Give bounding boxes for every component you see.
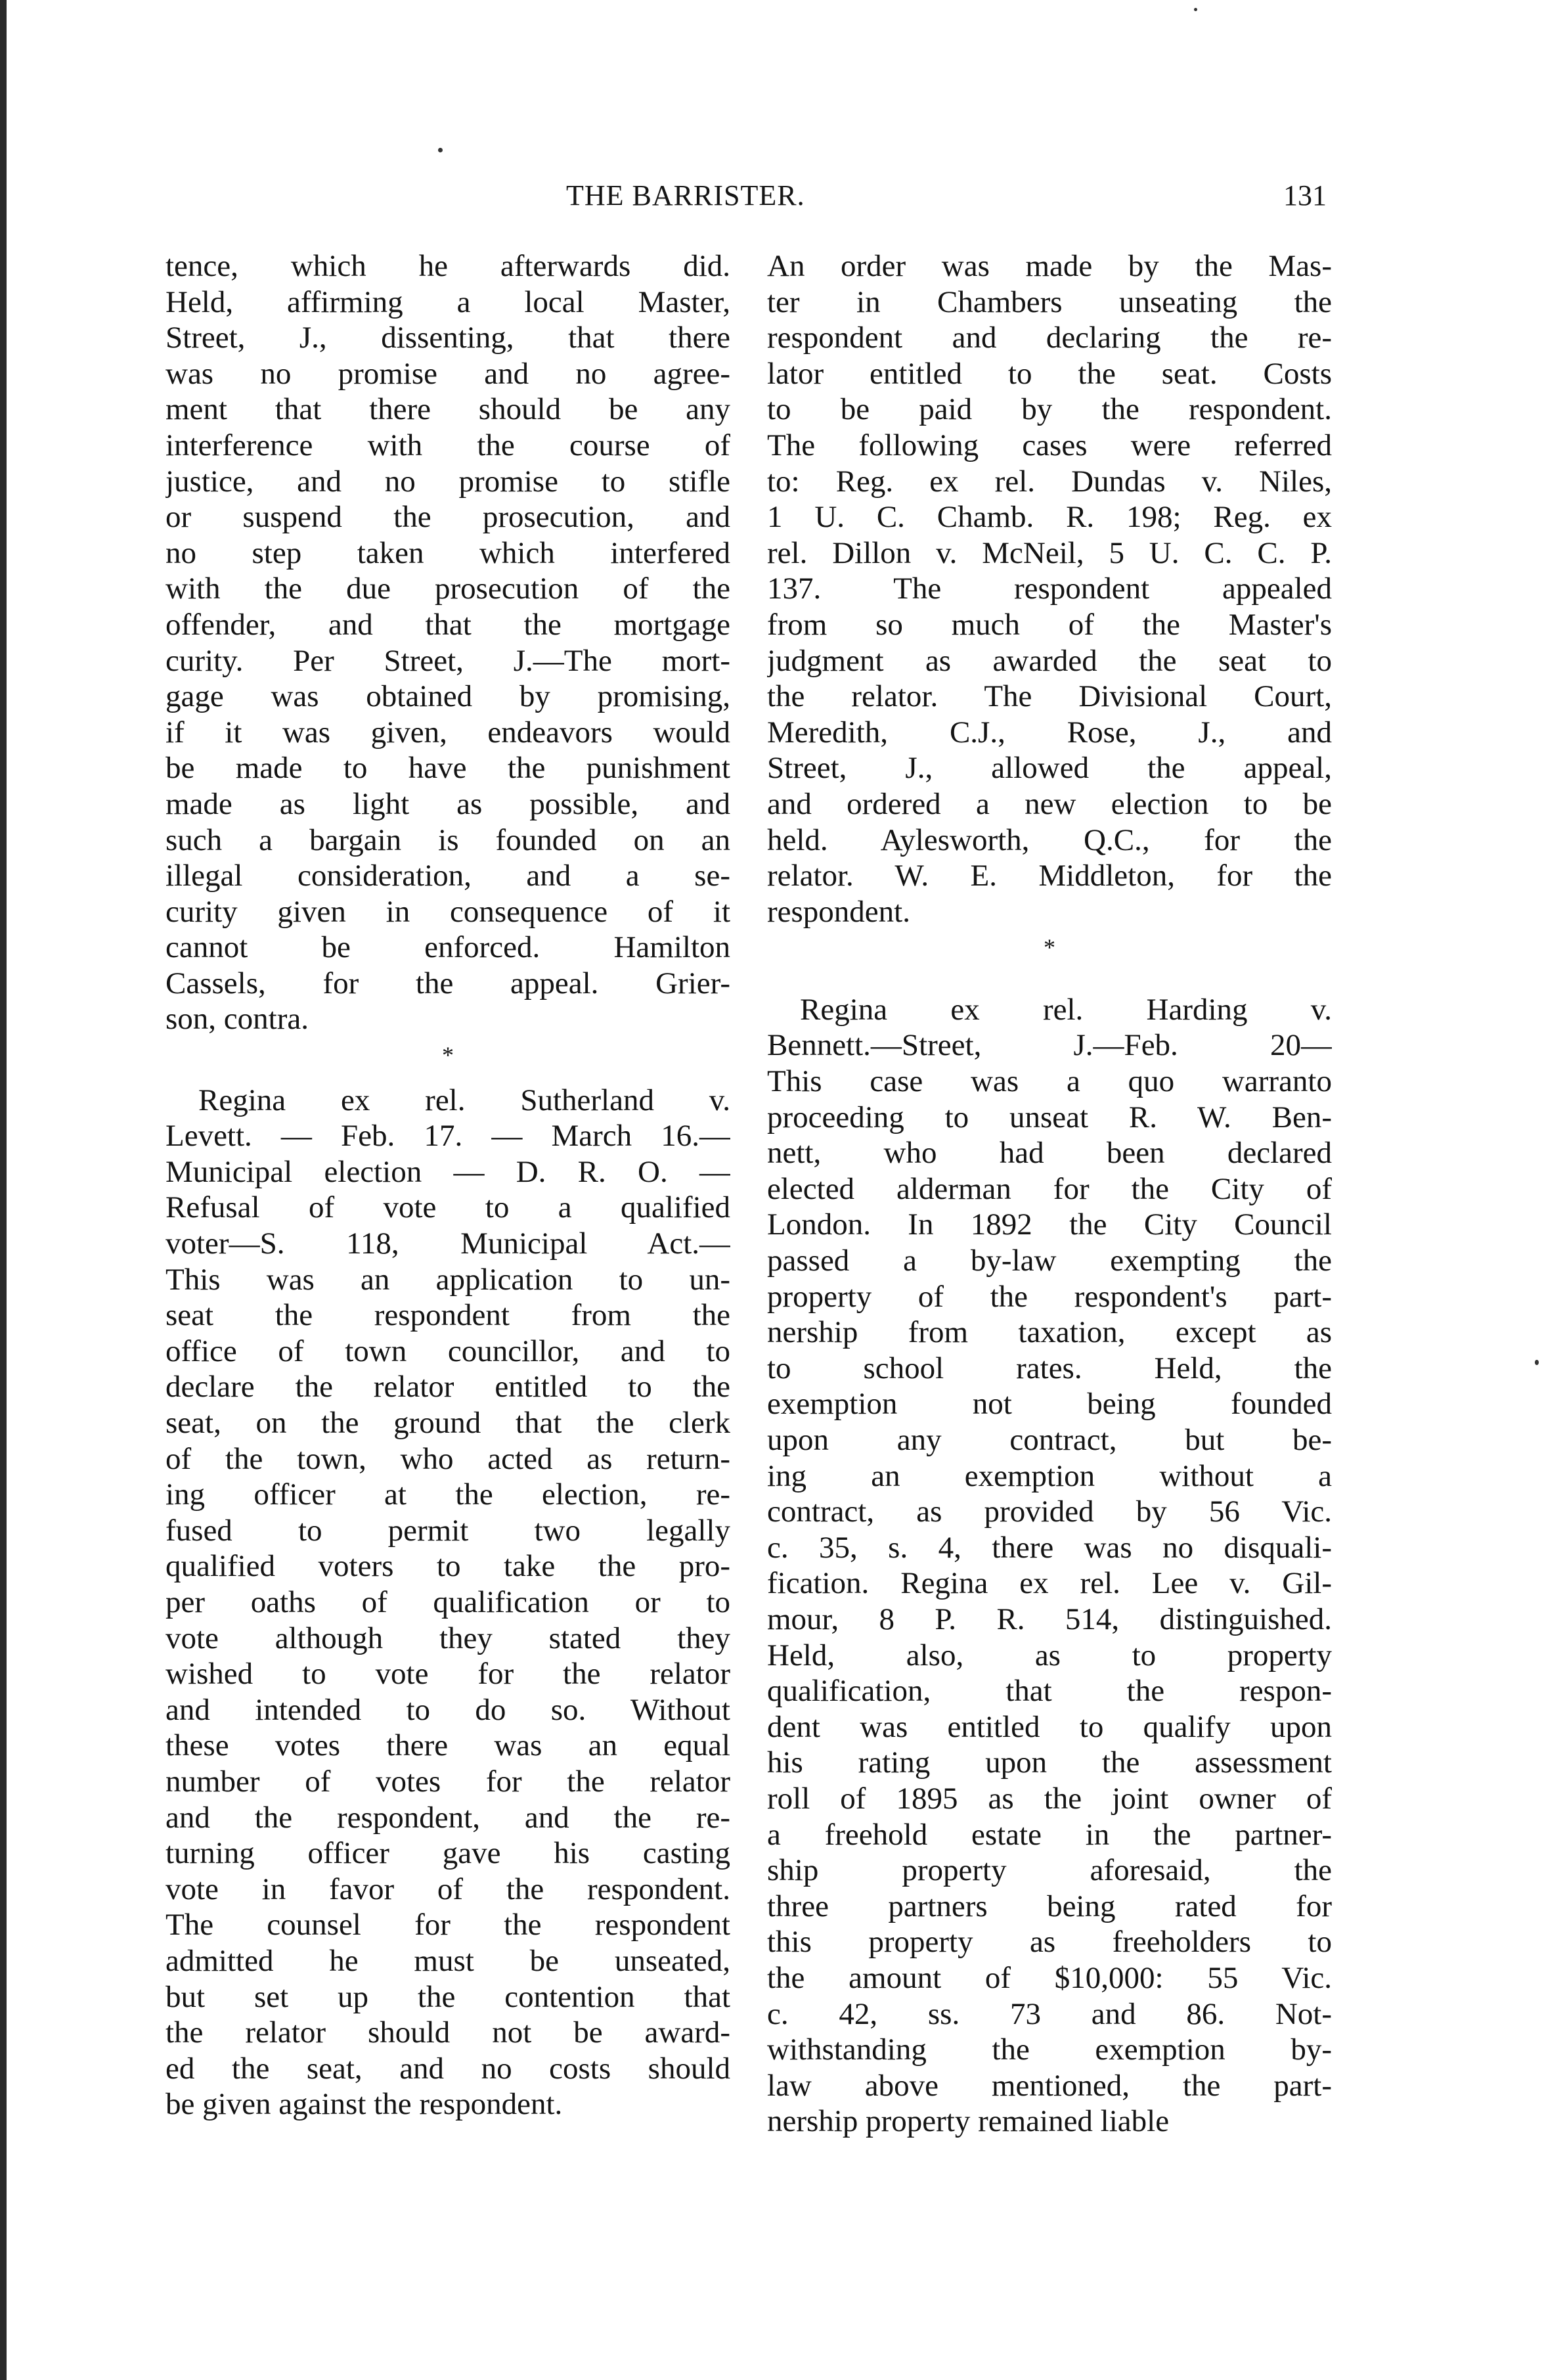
text-line: fication. Regina ex rel. Lee v. Gil- (767, 1566, 1332, 1601)
text-line: lator entitled to the seat. Costs (767, 356, 1332, 391)
text-line: tence, which he afterwards did. (166, 249, 730, 283)
text-line: nett, who had been declared (767, 1136, 1332, 1171)
text-line: Cassels, for the appeal. Grier- (166, 966, 730, 1000)
text-line: this property as freeholders to (767, 1925, 1332, 1960)
text-line: ment that there should be any (166, 392, 730, 427)
right-column (767, 248, 1332, 2140)
text-line: turning officer gave his casting (166, 1836, 730, 1871)
text-line: office of town councillor, and to (166, 1334, 730, 1368)
text-line: no step taken which interfered (166, 535, 730, 570)
text-line: be made to have the punishment (166, 751, 730, 786)
text-line: and the respondent, and the re- (166, 1800, 730, 1835)
text-line: curity. Per Street, J.—The mort- (166, 643, 730, 678)
text-line: a freehold estate in the partner- (767, 1817, 1332, 1852)
left-column (166, 248, 730, 2122)
text-line: nership from taxation, except as (767, 1315, 1332, 1350)
text-line: relator. W. E. Middleton, for the (767, 859, 1332, 893)
text-line: seat the respondent from the (166, 1298, 730, 1333)
page-binding-edge (0, 0, 7, 2380)
text-line: Levett. — Feb. 17. — March 16.— (166, 1119, 730, 1154)
text-line: London. In 1892 the City Council (767, 1207, 1332, 1242)
text-line: elected alderman for the City of (767, 1171, 1332, 1206)
text-line: the relator. The Divisional Court, (767, 679, 1332, 714)
text-line: to school rates. Held, the (767, 1351, 1332, 1385)
section-separator: * (442, 1042, 454, 1069)
text-line: Meredith, C.J., Rose, J., and (767, 715, 1332, 750)
text-line: curity given in consequence of it (166, 894, 730, 929)
text-line: admitted he must be unseated, (166, 1943, 730, 1978)
text-line: his rating upon the assessment (767, 1745, 1332, 1780)
text-line: voter—S. 118, Municipal Act.— (166, 1226, 730, 1261)
print-speck (1535, 1360, 1539, 1365)
text-line: cannot be enforced. Hamilton (166, 930, 730, 965)
text-line: gage was obtained by promising, (166, 679, 730, 714)
text-line: property of the respondent's part- (767, 1279, 1332, 1314)
text-line: ing officer at the election, re- (166, 1477, 730, 1512)
text-line: roll of 1895 as the joint owner of (767, 1781, 1332, 1816)
text-line: was no promise and no agree- (166, 356, 730, 391)
text-line: if it was given, endeavors would (166, 715, 730, 750)
text-line: son, contra. (166, 1002, 309, 1037)
text-line: respondent. (767, 894, 910, 929)
text-line: rel. Dillon v. McNeil, 5 U. C. C. P. (767, 535, 1332, 570)
text-line: wished to vote for the relator (166, 1657, 730, 1692)
text-line: law above mentioned, the part- (767, 2068, 1332, 2103)
text-line: Held, also, as to property (767, 1638, 1332, 1673)
running-title: THE BARRISTER. (566, 179, 805, 212)
text-line: Municipal election — D. R. O. — (166, 1154, 730, 1189)
text-line: ed the seat, and no costs should (166, 2051, 730, 2086)
text-line: Bennett.—Street, J.—Feb. 20— (767, 1028, 1332, 1063)
text-line: Held, affirming a local Master, (166, 284, 730, 319)
print-speck (438, 148, 443, 152)
text-line: but set up the contention that (166, 1979, 730, 2014)
text-line: and intended to do so. Without (166, 1692, 730, 1727)
text-line: number of votes for the relator (166, 1764, 730, 1799)
text-line: interference with the course of (166, 428, 730, 462)
text-line: The counsel for the respondent (166, 1908, 730, 1942)
text-line: exemption not being founded (767, 1387, 1332, 1422)
text-line: Refusal of vote to a qualified (166, 1190, 730, 1225)
text-line: ing an exemption without a (767, 1458, 1332, 1493)
text-line: Street, J., dissenting, that there (166, 321, 730, 355)
text-line: withstanding the exemption by- (767, 2032, 1332, 2067)
text-line: from so much of the Master's (767, 607, 1332, 642)
text-line: illegal consideration, and a se- (166, 859, 730, 893)
text-line: be given against the respondent. (166, 2087, 563, 2122)
text-line: Street, J., allowed the appeal, (767, 751, 1332, 786)
text-line: such a bargain is founded on an (166, 822, 730, 857)
text-line: ship property aforesaid, the (767, 1853, 1332, 1888)
page-number: 131 (1283, 179, 1327, 212)
text-line: the amount of $10,000: 55 Vic. (767, 1960, 1332, 1995)
paragraph-gap (767, 966, 1332, 992)
text-line: judgment as awarded the seat to (767, 643, 1332, 678)
text-line: qualification, that the respon- (767, 1674, 1332, 1709)
text-line: these votes there was an equal (166, 1728, 730, 1763)
text-line: proceeding to unseat R. W. Ben- (767, 1100, 1332, 1134)
text-line: Regina ex rel. Sutherland v. (198, 1083, 730, 1117)
text-line: made as light as possible, and (166, 786, 730, 821)
text-line: An order was made by the Mas- (767, 249, 1332, 283)
text-line: upon any contract, but be- (767, 1423, 1332, 1457)
paragraph-gap (166, 1073, 730, 1083)
text-line: contract, as provided by 56 Vic. (767, 1494, 1332, 1529)
text-line: seat, on the ground that the clerk (166, 1406, 730, 1440)
text-line: dent was entitled to qualify upon (767, 1709, 1332, 1744)
running-head (164, 169, 1327, 222)
text-line: This case was a quo warranto (767, 1064, 1332, 1099)
text-line: nership property remained liable (767, 2104, 1170, 2139)
text-line: declare the relator entitled to the (166, 1370, 730, 1404)
text-line: respondent and declaring the re- (767, 321, 1332, 355)
text-line: 137. The respondent appealed (767, 572, 1332, 606)
section-separator: * (1044, 934, 1055, 961)
text-line: The following cases were referred (767, 428, 1332, 462)
text-line: passed a by-law exempting the (767, 1244, 1332, 1278)
text-line: with the due prosecution of the (166, 572, 730, 606)
text-line: to: Reg. ex rel. Dundas v. Niles, (767, 464, 1332, 499)
text-line: mour, 8 P. R. 514, distinguished. (767, 1602, 1332, 1636)
text-line: This was an application to un- (166, 1262, 730, 1297)
text-line: per oaths of qualification or to (166, 1584, 730, 1619)
text-line: three partners being rated for (767, 1889, 1332, 1923)
text-line: or suspend the prosecution, and (166, 500, 730, 535)
text-line: of the town, who acted as return- (166, 1441, 730, 1476)
text-line: ter in Chambers unseating the (767, 284, 1332, 319)
print-speck (1194, 8, 1197, 11)
text-line: justice, and no promise to stifle (166, 464, 730, 499)
text-line: c. 35, s. 4, there was no disquali- (767, 1530, 1332, 1565)
text-line: vote although they stated they (166, 1621, 730, 1655)
text-line: and ordered a new election to be (767, 786, 1332, 821)
text-line: the relator should not be award- (166, 2015, 730, 2050)
text-line: c. 42, ss. 73 and 86. Not- (767, 1996, 1332, 2031)
text-line: fused to permit two legally (166, 1513, 730, 1548)
text-line: vote in favor of the respondent. (166, 1872, 730, 1906)
text-line: qualified voters to take the pro- (166, 1549, 730, 1584)
text-line: Regina ex rel. Harding v. (800, 992, 1332, 1027)
text-line: 1 U. C. Chamb. R. 198; Reg. ex (767, 500, 1332, 535)
text-line: to be paid by the respondent. (767, 392, 1332, 427)
text-line: offender, and that the mortgage (166, 607, 730, 642)
text-line: held. Aylesworth, Q.C., for the (767, 822, 1332, 857)
